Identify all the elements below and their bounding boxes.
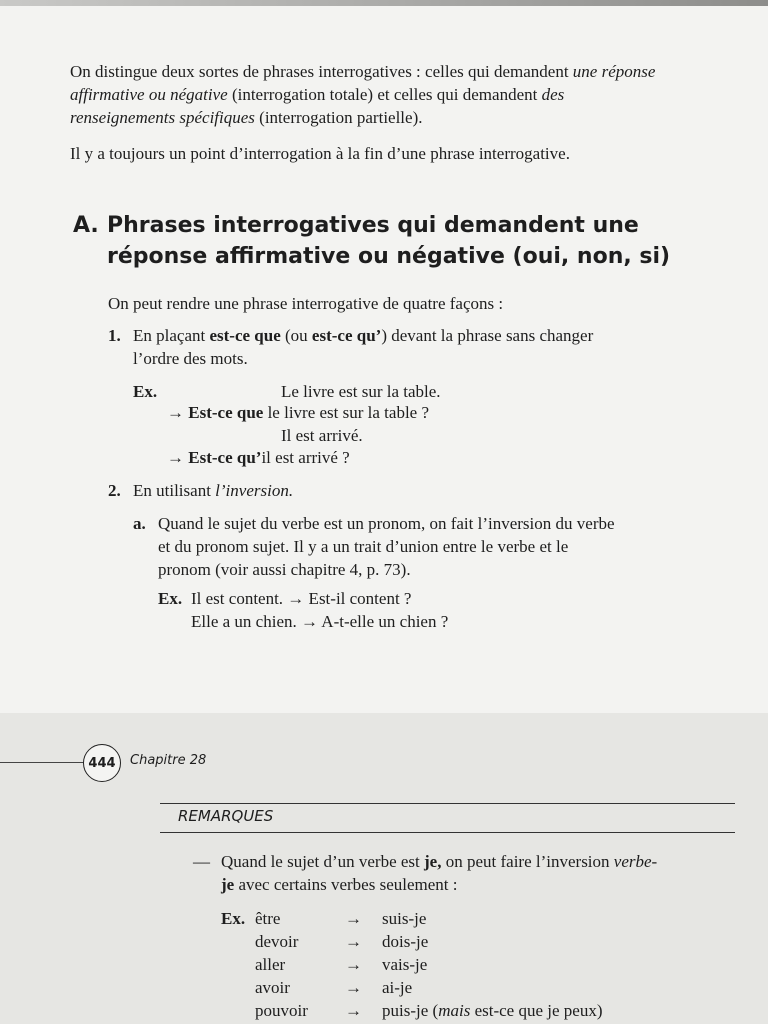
sub-a-example-1: Il est content. → Est-il content ? <box>191 589 412 608</box>
arrow-icon: → <box>345 909 362 928</box>
section-title-line2: réponse affirmative ou négative (oui, non, si) <box>107 244 671 269</box>
arrow-icon: → <box>345 1001 362 1020</box>
section-heading <box>73 210 693 272</box>
arrow-icon: → <box>167 403 184 422</box>
remarques-dash: — <box>193 852 210 871</box>
remarques-bottom-rule <box>160 832 735 833</box>
sub-a-line2: et du pronom sujet. Il y a un trait d’union entre le verbe et le <box>158 537 569 556</box>
remarques-text-line2: je avec certains verbes seulement : <box>221 875 458 894</box>
item1-ex-label: Ex. <box>133 382 158 401</box>
verb-form: dois-je <box>382 932 429 951</box>
sub-a-example-2: Elle a un chien. → A-t-elle un chien ? <box>191 612 449 631</box>
verb-form: suis-je <box>382 909 427 928</box>
item1-example-2: Il est arrivé. <box>281 426 363 445</box>
item1-text: En plaçant est-ce que (ou est-ce qu’) devant la phrase sans changer <box>133 326 594 345</box>
chapter-label: Chapitre 28 <box>130 753 207 768</box>
verb-infinitive: aller <box>255 955 286 974</box>
item1-example-1-question: → Est-ce que le livre est sur la table ? <box>167 403 430 422</box>
verb-infinitive: être <box>255 909 281 928</box>
item1-number: 1. <box>108 326 121 345</box>
intro-paragraph-2: Il y a toujours un point d’interrogation à la fin d’une phrase interrogative. <box>70 144 570 163</box>
sub-a-line1: Quand le sujet du verbe est un pronom, on fait l’inversion du verbe <box>158 514 615 533</box>
arrow-icon: → <box>167 448 184 467</box>
page-number-rule <box>0 762 85 763</box>
page-number: 444 <box>83 744 121 782</box>
verb-infinitive: pouvoir <box>255 1001 308 1020</box>
verb-infinitive: devoir <box>255 932 299 951</box>
verb-form: ai-je <box>382 978 413 997</box>
arrow-icon: → <box>345 978 362 997</box>
remarques-title: REMARQUES <box>178 807 274 825</box>
remarques-text-line1: Quand le sujet d’un verbe est je, on peut faire l’inversion verbe- <box>221 852 658 871</box>
sub-a-letter: a. <box>133 514 146 533</box>
remarques-ex-label: Ex. <box>221 909 246 928</box>
arrow-icon: → <box>345 955 362 974</box>
verb-form: vais-je <box>382 955 428 974</box>
verb-infinitive: avoir <box>255 978 290 997</box>
item1-example-2-question: → Est-ce qu’il est arrivé ? <box>167 448 350 467</box>
sub-a-line3: pronom (voir aussi chapitre 4, p. 73). <box>158 560 411 579</box>
item1-text-line2: l’ordre des mots. <box>133 349 248 368</box>
item2-text: En utilisant l’inversion. <box>133 481 294 500</box>
section-letter: A. <box>73 213 99 238</box>
section-lead: On peut rendre une phrase interrogative de quatre façons : <box>108 294 504 313</box>
item1-example-1: Le livre est sur la table. <box>281 382 441 401</box>
arrow-icon: → <box>345 932 362 951</box>
sub-a-ex-label: Ex. <box>158 589 183 608</box>
remarques-top-rule <box>160 803 735 804</box>
item2-number: 2. <box>108 481 121 500</box>
section-title-line1: Phrases interrogatives qui demandent une <box>107 213 639 238</box>
intro-paragraph: On distingue deux sortes de phrases interrogatives : celles qui demandent une réponse affirmative ou négative (interrogation totale) et celles qui demandent des renseignements spécifiques (interrogation partielle). <box>70 62 656 127</box>
verb-form-with-note: puis-je (mais est-ce que je peux) <box>382 1001 603 1020</box>
